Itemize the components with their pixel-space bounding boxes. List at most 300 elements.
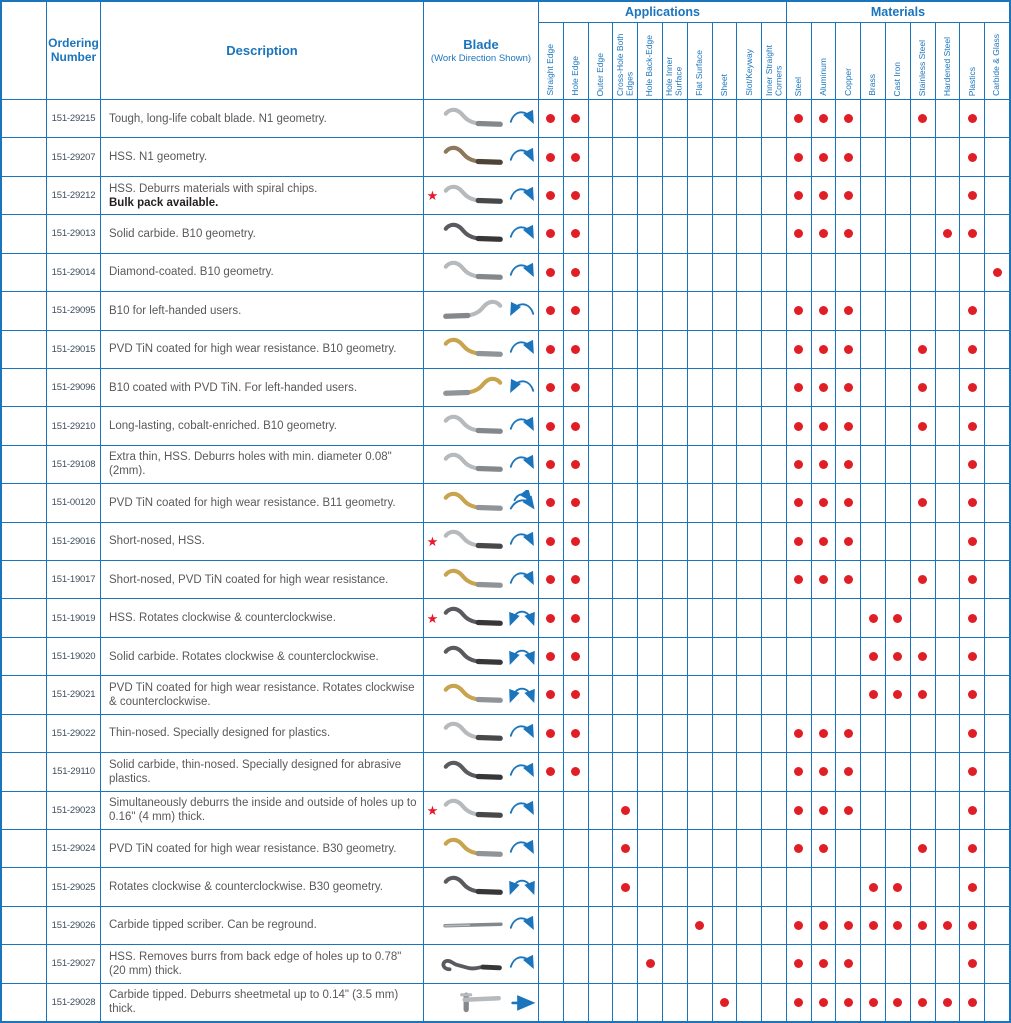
blade-image-cell	[424, 100, 538, 137]
application-dot-cell	[737, 177, 761, 214]
ordering-number-cell: 151-29026	[47, 907, 100, 944]
application-dot-cell	[613, 907, 637, 944]
application-dot-cell	[638, 561, 662, 598]
material-dot-cell	[886, 484, 910, 521]
material-dot-cell	[787, 792, 811, 829]
material-dot-cell	[836, 215, 860, 252]
application-dot-cell	[762, 177, 786, 214]
material-dot-marker	[819, 345, 828, 354]
material-dot-marker	[968, 383, 977, 392]
description-text: HSS. Deburrs materials with spiral chips.	[109, 182, 318, 195]
material-dot-cell	[787, 446, 811, 483]
material-dot-cell	[960, 138, 984, 175]
material-dot-cell	[836, 753, 860, 790]
material-dot-marker	[819, 498, 828, 507]
description-cell	[101, 907, 423, 944]
material-dot-cell	[812, 984, 836, 1021]
application-dot-cell	[713, 523, 737, 560]
work-direction-arrow-icon	[507, 183, 536, 209]
description-text: HSS. Rotates clockwise & counterclockwise.	[109, 612, 336, 625]
application-dot-cell	[713, 254, 737, 291]
application-dot-cell	[638, 215, 662, 252]
application-dot-cell	[663, 792, 687, 829]
application-dot-cell	[737, 292, 761, 329]
column-header-label: Hole Back-Edge	[644, 34, 655, 96]
material-dot-marker	[844, 345, 853, 354]
column-header-label: Steel	[793, 76, 804, 96]
column-header-label: Straight Edge	[545, 44, 556, 96]
material-dot-cell	[812, 484, 836, 521]
application-dot-marker	[621, 806, 630, 815]
material-dot-cell	[787, 715, 811, 752]
application-dot-cell	[539, 100, 563, 137]
application-dot-cell	[564, 676, 588, 713]
material-dot-marker	[869, 998, 878, 1007]
ordering-number-cell: 151-29023	[47, 792, 100, 829]
work-direction-arrow-icon	[507, 144, 536, 170]
application-dot-cell	[737, 100, 761, 137]
description-cell	[101, 715, 423, 752]
ordering-number-cell: 151-29212	[47, 177, 100, 214]
ordering-number-cell: 151-29025	[47, 868, 100, 905]
material-dot-cell	[911, 792, 935, 829]
work-direction-arrow-icon	[507, 451, 536, 477]
application-dot-cell	[688, 792, 712, 829]
material-dot-cell	[936, 599, 960, 636]
material-dot-cell	[787, 331, 811, 368]
work-direction-arrow-icon	[507, 989, 536, 1015]
material-dot-cell	[861, 945, 885, 982]
material-dot-cell	[886, 177, 910, 214]
material-dot-cell	[960, 215, 984, 252]
application-dot-marker	[546, 575, 555, 584]
material-dot-cell	[886, 945, 910, 982]
description-text: HSS. Removes burrs from back edge of holes up to 0.78" (20 mm) thick.	[109, 950, 402, 977]
application-dot-cell	[713, 868, 737, 905]
application-dot-marker	[546, 345, 555, 354]
description-text: Solid carbide. Rotates clockwise & counterclockwise.	[109, 650, 379, 663]
application-dot-cell	[613, 484, 637, 521]
application-dot-marker	[571, 229, 580, 238]
ordering-number-cell: 151-19020	[47, 638, 100, 675]
material-dot-cell	[936, 254, 960, 291]
material-dot-cell	[787, 676, 811, 713]
column-header-label: Stainless Steel	[917, 39, 928, 96]
application-dot-cell	[613, 830, 637, 867]
material-dot-marker	[794, 806, 803, 815]
application-dot-cell	[713, 984, 737, 1021]
material-dot-cell	[861, 830, 885, 867]
material-dot-cell	[886, 407, 910, 444]
material-dot-cell	[886, 100, 910, 137]
material-dot-marker	[794, 767, 803, 776]
column-header-label: Cross-Hole Both Edges	[614, 33, 635, 96]
application-dot-cell	[762, 523, 786, 560]
application-dot-cell	[589, 446, 613, 483]
material-dot-cell	[886, 676, 910, 713]
material-dot-cell	[861, 292, 885, 329]
material-dot-cell	[911, 753, 935, 790]
material-dot-cell	[936, 523, 960, 560]
application-dot-cell	[589, 100, 613, 137]
material-dot-cell	[812, 715, 836, 752]
description-text: Tough, long-life cobalt blade. N1 geometry.	[109, 112, 327, 125]
application-dot-cell	[713, 407, 737, 444]
material-dot-cell	[985, 984, 1009, 1021]
material-dot-marker	[844, 998, 853, 1007]
blade-name-cell: B25	[2, 715, 46, 752]
material-dot-cell	[861, 484, 885, 521]
ordering-number-cell: 151-29015	[47, 331, 100, 368]
material-dot-marker	[819, 806, 828, 815]
column-header-label: Slot/Keyway	[743, 49, 754, 96]
application-dot-cell	[539, 215, 563, 252]
application-dot-marker	[571, 498, 580, 507]
material-dot-cell	[886, 753, 910, 790]
material-dot-cell	[886, 138, 910, 175]
application-dot-cell	[737, 484, 761, 521]
material-dot-marker	[844, 229, 853, 238]
material-dot-marker	[819, 383, 828, 392]
column-header-material	[985, 23, 1009, 99]
material-dot-cell	[812, 177, 836, 214]
material-dot-marker	[943, 921, 952, 930]
material-dot-cell	[836, 561, 860, 598]
description-cell	[101, 484, 423, 521]
application-dot-cell	[638, 638, 662, 675]
work-direction-arrow-icon	[507, 298, 536, 324]
application-dot-cell	[613, 753, 637, 790]
application-dot-marker	[546, 537, 555, 546]
application-dot-cell	[713, 715, 737, 752]
material-dot-cell	[985, 753, 1009, 790]
material-dot-cell	[787, 868, 811, 905]
material-dot-cell	[886, 292, 910, 329]
work-direction-arrow-icon	[507, 912, 536, 938]
application-dot-marker	[571, 191, 580, 200]
work-direction-arrow-icon	[507, 490, 536, 516]
application-dot-cell	[663, 215, 687, 252]
material-dot-marker	[943, 229, 952, 238]
material-dot-cell	[861, 638, 885, 675]
column-header-label: Plastics	[966, 66, 977, 96]
application-dot-marker	[571, 460, 580, 469]
application-dot-marker	[571, 114, 580, 123]
application-dot-cell	[539, 676, 563, 713]
application-dot-marker	[571, 268, 580, 277]
blade-image-cell	[424, 446, 538, 483]
material-dot-marker	[968, 614, 977, 623]
material-dot-cell	[960, 599, 984, 636]
application-dot-cell	[564, 868, 588, 905]
material-dot-cell	[886, 984, 910, 1021]
material-dot-marker	[968, 345, 977, 354]
description-cell	[101, 599, 423, 636]
blade-image-cell	[424, 907, 538, 944]
material-dot-cell	[936, 984, 960, 1021]
material-dot-cell	[836, 407, 860, 444]
material-dot-cell	[836, 676, 860, 713]
material-dot-cell	[936, 638, 960, 675]
material-dot-cell	[960, 984, 984, 1021]
column-header-label: Aluminum	[817, 58, 828, 96]
material-dot-cell	[787, 523, 811, 560]
material-dot-marker	[893, 883, 902, 892]
application-dot-cell	[613, 984, 637, 1021]
material-dot-marker	[844, 729, 853, 738]
application-dot-cell	[737, 407, 761, 444]
material-dot-cell	[985, 254, 1009, 291]
application-dot-marker	[571, 575, 580, 584]
material-dot-marker	[819, 460, 828, 469]
blade-name-cell: B11	[2, 446, 46, 483]
application-dot-cell	[737, 599, 761, 636]
application-dot-cell	[663, 676, 687, 713]
application-dot-cell	[737, 254, 761, 291]
material-dot-cell	[960, 830, 984, 867]
application-dot-cell	[589, 715, 613, 752]
material-dot-cell	[985, 523, 1009, 560]
application-dot-cell	[564, 407, 588, 444]
material-dot-cell	[936, 868, 960, 905]
material-dot-cell	[960, 792, 984, 829]
material-dot-cell	[936, 945, 960, 982]
description-text: Carbide tipped scriber. Can be reground.	[109, 919, 317, 932]
application-dot-cell	[663, 292, 687, 329]
application-dot-marker	[571, 537, 580, 546]
description-cell	[101, 407, 423, 444]
blade-image-cell	[424, 331, 538, 368]
header-ordering-number: Ordering Number	[47, 2, 100, 99]
blade-name-cell: B10S	[2, 407, 46, 444]
material-dot-cell	[836, 138, 860, 175]
column-header-application	[688, 23, 712, 99]
material-dot-cell	[936, 907, 960, 944]
application-dot-cell	[762, 292, 786, 329]
application-dot-cell	[663, 100, 687, 137]
material-dot-marker	[794, 537, 803, 546]
material-dot-cell	[787, 753, 811, 790]
application-dot-cell	[564, 369, 588, 406]
application-dot-cell	[762, 100, 786, 137]
material-dot-cell	[985, 676, 1009, 713]
application-dot-cell	[638, 100, 662, 137]
work-direction-arrow-icon	[507, 106, 536, 132]
application-dot-cell	[737, 907, 761, 944]
blade-photo-icon	[439, 334, 507, 364]
application-dot-cell	[564, 945, 588, 982]
application-dot-cell	[564, 599, 588, 636]
application-dot-cell	[688, 446, 712, 483]
application-dot-marker	[546, 114, 555, 123]
blade-photo-icon	[439, 987, 507, 1017]
ordering-number-cell: 151-19019	[47, 599, 100, 636]
application-dot-cell	[737, 215, 761, 252]
material-dot-cell	[960, 753, 984, 790]
material-dot-cell	[886, 331, 910, 368]
application-dot-cell	[589, 676, 613, 713]
column-header-application	[638, 23, 662, 99]
application-dot-cell	[663, 945, 687, 982]
blade-photo-icon	[439, 718, 507, 748]
material-dot-cell	[812, 753, 836, 790]
blade-photo-icon	[439, 910, 507, 940]
work-direction-arrow-icon	[507, 836, 536, 862]
description-cell	[101, 868, 423, 905]
column-header-label: Carbide & Glass	[991, 34, 1002, 96]
application-dot-cell	[564, 331, 588, 368]
blade-name-cell: B11P	[2, 484, 46, 521]
application-dot-cell	[638, 292, 662, 329]
blade-name-cell: B12	[2, 523, 46, 560]
material-dot-cell	[787, 830, 811, 867]
material-dot-cell	[911, 945, 935, 982]
material-dot-cell	[812, 369, 836, 406]
material-dot-cell	[960, 676, 984, 713]
application-dot-cell	[713, 177, 737, 214]
application-dot-cell	[737, 523, 761, 560]
application-dot-cell	[638, 830, 662, 867]
material-dot-cell	[911, 331, 935, 368]
blade-image-cell	[424, 407, 538, 444]
material-dot-cell	[861, 215, 885, 252]
application-dot-cell	[737, 984, 761, 1021]
material-dot-cell	[960, 331, 984, 368]
application-dot-cell	[762, 254, 786, 291]
application-dot-cell	[663, 907, 687, 944]
description-text: Carbide tipped. Deburrs sheetmetal up to 0.14" (3.5 mm) thick.	[109, 989, 399, 1016]
column-header-label: Copper	[842, 68, 853, 96]
material-dot-marker	[918, 652, 927, 661]
work-direction-arrow-icon	[507, 221, 536, 247]
column-header-label: Hole Inner Surface	[664, 56, 684, 96]
material-dot-cell	[787, 984, 811, 1021]
material-dot-marker	[844, 806, 853, 815]
blade-photo-icon	[439, 488, 507, 518]
blade-image-cell	[424, 715, 538, 752]
star-icon: ★	[426, 188, 439, 204]
application-dot-cell	[713, 138, 737, 175]
material-dot-cell	[886, 868, 910, 905]
application-dot-cell	[713, 331, 737, 368]
ordering-number-cell: 151-29016	[47, 523, 100, 560]
description-cell	[101, 292, 423, 329]
application-dot-cell	[762, 446, 786, 483]
application-dot-cell	[539, 599, 563, 636]
application-dot-cell	[539, 715, 563, 752]
material-dot-cell	[985, 907, 1009, 944]
material-dot-cell	[960, 446, 984, 483]
material-dot-marker	[794, 460, 803, 469]
application-dot-marker	[546, 229, 555, 238]
material-dot-marker	[819, 191, 828, 200]
material-dot-cell	[787, 407, 811, 444]
application-dot-cell	[589, 945, 613, 982]
application-dot-cell	[589, 292, 613, 329]
material-dot-cell	[911, 715, 935, 752]
material-dot-marker	[918, 690, 927, 699]
material-dot-marker	[869, 690, 878, 699]
material-dot-cell	[861, 369, 885, 406]
application-dot-marker	[546, 191, 555, 200]
blade-image-cell	[424, 254, 538, 291]
application-dot-cell	[613, 523, 637, 560]
application-dot-cell	[762, 830, 786, 867]
blade-image-cell	[424, 753, 538, 790]
description-cell	[101, 138, 423, 175]
material-dot-marker	[968, 998, 977, 1007]
material-dot-cell	[985, 446, 1009, 483]
application-dot-cell	[762, 138, 786, 175]
material-dot-cell	[911, 599, 935, 636]
application-dot-cell	[613, 369, 637, 406]
application-dot-cell	[638, 254, 662, 291]
blade-photo-icon	[439, 411, 507, 441]
work-direction-arrow-icon	[507, 375, 536, 401]
application-dot-marker	[546, 383, 555, 392]
material-dot-marker	[968, 153, 977, 162]
blade-image-cell	[424, 369, 538, 406]
material-dot-cell	[936, 407, 960, 444]
description-text: Solid carbide. B10 geometry.	[109, 227, 256, 240]
application-dot-cell	[688, 561, 712, 598]
material-dot-cell	[960, 407, 984, 444]
application-dot-cell	[638, 945, 662, 982]
material-dot-marker	[918, 422, 927, 431]
application-dot-cell	[663, 369, 687, 406]
application-dot-cell	[613, 292, 637, 329]
application-dot-cell	[638, 523, 662, 560]
blade-name-cell: B10D	[2, 254, 46, 291]
material-dot-marker	[819, 306, 828, 315]
application-dot-cell	[713, 599, 737, 636]
material-dot-cell	[936, 561, 960, 598]
application-dot-cell	[539, 369, 563, 406]
work-direction-arrow-icon	[507, 797, 536, 823]
column-header-application	[663, 23, 687, 99]
material-dot-marker	[794, 998, 803, 1007]
material-dot-cell	[985, 407, 1009, 444]
column-header-label: Hardened Steel	[941, 36, 952, 96]
blade-image-cell	[424, 830, 538, 867]
application-dot-cell	[663, 638, 687, 675]
application-dot-cell	[638, 331, 662, 368]
description-text: Thin-nosed. Specially designed for plastics.	[109, 727, 331, 740]
blade-photo-icon	[439, 526, 507, 556]
material-dot-marker	[794, 729, 803, 738]
material-dot-cell	[936, 331, 960, 368]
application-dot-cell	[539, 945, 563, 982]
material-dot-marker	[869, 652, 878, 661]
material-dot-cell	[985, 868, 1009, 905]
column-header-material	[836, 23, 860, 99]
description-cell	[101, 753, 423, 790]
material-dot-cell	[836, 638, 860, 675]
material-dot-marker	[794, 844, 803, 853]
description-cell	[101, 830, 423, 867]
material-dot-cell	[985, 292, 1009, 329]
application-dot-cell	[663, 254, 687, 291]
application-dot-cell	[564, 523, 588, 560]
blade-photo-icon	[439, 795, 507, 825]
material-dot-cell	[960, 484, 984, 521]
column-header-application	[713, 23, 737, 99]
application-dot-cell	[638, 369, 662, 406]
material-dot-cell	[812, 907, 836, 944]
blade-image-cell	[424, 984, 538, 1021]
column-header-material	[886, 23, 910, 99]
material-dot-marker	[869, 614, 878, 623]
